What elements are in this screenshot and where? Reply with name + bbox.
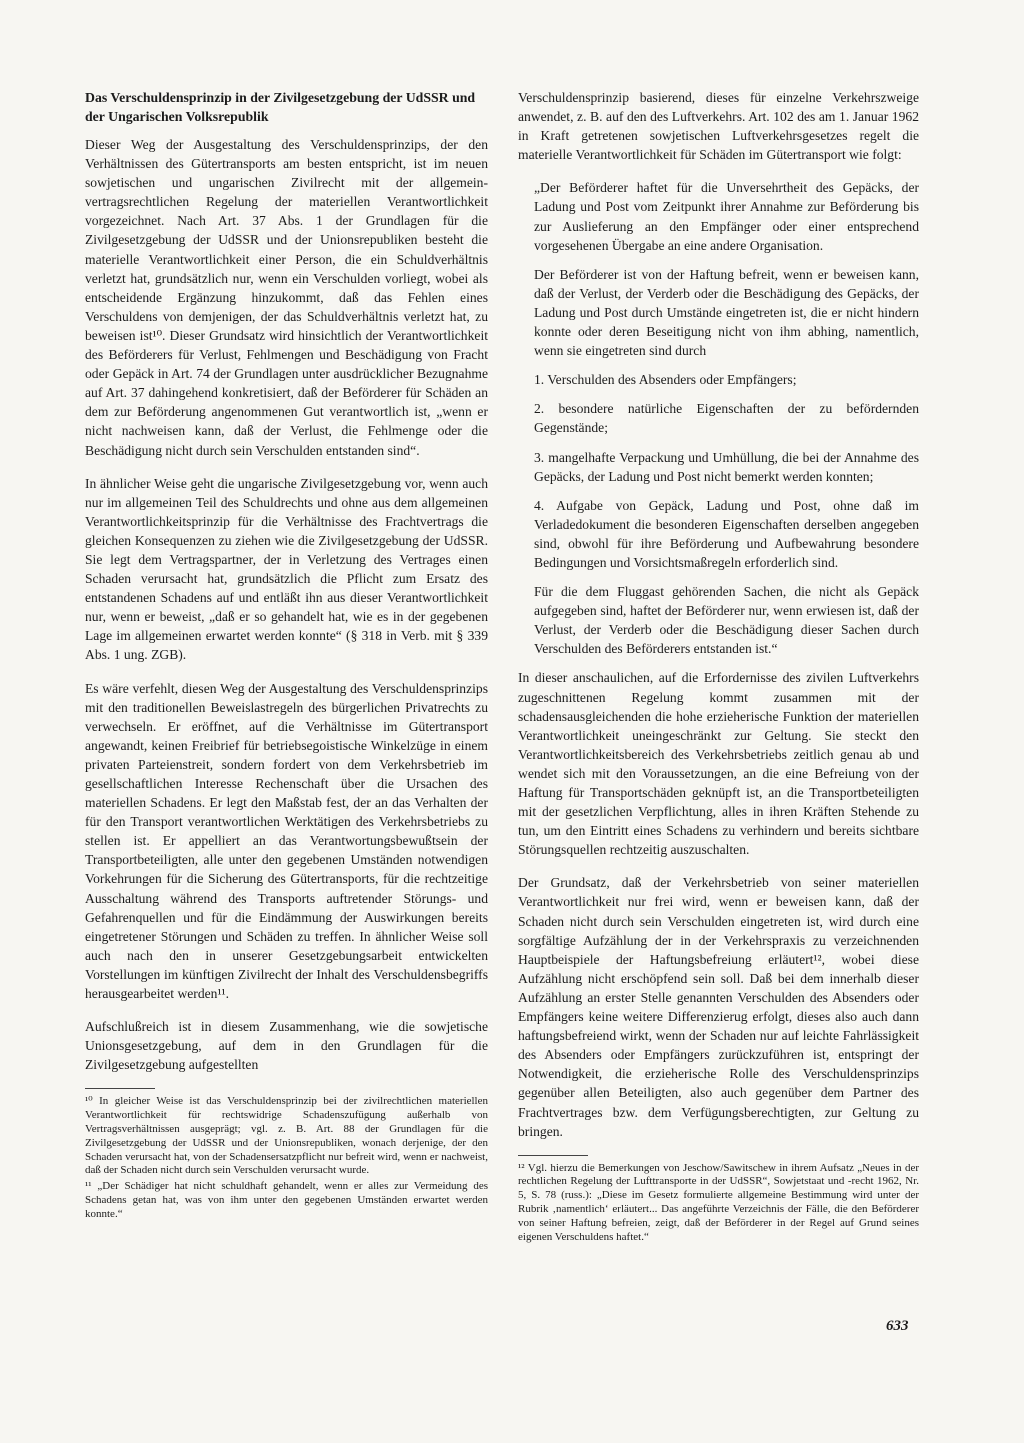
section-heading: Das Verschuldensprinzip in der Zivilgesetzgebung der UdSSR und der Ungarischen Volksrepublik xyxy=(85,90,476,124)
left-paragraph-2: In ähnlicher Weise geht die ungarische Zivilgesetzgebung vor, wenn auch nur im allgemeinen Teil des Schuldrechts und ohne aus dem allgemeinen Verantwortlichkeitsprinzip für die Verhältnisse des Frachtvertrags die gleichen Konsequenzen zu ziehen wie die Zivilgesetzgebung der UdSSR. Sie legt dem Vertragspartner, der in Verletzung des Vertrages einen Schaden verursacht hat, grundsätzlich die Pflicht zum Ersatz des entstandenen Schadens auf und entläßt ihn aus dieser Verantwortlichkeit nur, wenn er beweist, „daß er so gehandelt hat, wie es in der gegebenen Lage im allgemeinen erwartet werden konnte“ (§ 318 in Verb. mit § 339 Abs. 1 ung. ZGB). xyxy=(85,475,488,663)
law-quote-3: Für die dem Fluggast gehörenden Sachen, die nicht als Gepäck aufgegeben sind, haftet der Beförderer nur, wenn erwiesen ist, daß der Verlust, der Verderb oder die Beschädigung dieser Sachen durch Verschulden des Beförderers entstanden ist.“ xyxy=(534,584,919,657)
left-column xyxy=(85,88,488,1224)
left-paragraph-4: Aufschlußreich ist in diesem Zusammenhang, wie die sowjetische Unionsgesetzgebung, auf dem in den Grundlagen für die Zivilgesetzgebung aufgestellten xyxy=(85,1019,488,1073)
law-quote-item-3: 3. mangelhafte Verpackung und Umhüllung, die bei der Annahme des Gepäcks, der Ladung und Post nicht bemerkt werden konnten; xyxy=(534,449,919,484)
footnote-divider xyxy=(85,1088,155,1089)
footnote-12: ¹² Vgl. hierzu die Bemerkungen von Jeschow/Sawitschew in ihrem Aufsatz „Neues in der rechtlichen Regelung der Lufttransporte in der UdSSR“, Sowjetstaat und -recht 1962, Nr. 5, S. 78 (russ.): „Diese im Gesetz formulierte allgemeine Bestimmung wird unter der Rubrik ‚namentlich‘ erläutert... Das angeführte Verzeichnis der Fälle, die den Beförderer von seiner Haftung befreien, zeigt, daß der Beförderer in der Regel auf Grund seines eigenen Verschuldens haftet.“ xyxy=(518,1161,919,1243)
right-paragraph-2: Der Grundsatz, daß der Verkehrsbetrieb von seiner materiellen Verantwortlichkeit nur frei wird, wenn er beweisen kann, daß der Schaden nicht durch sein Verschulden eingetreten ist, wird durch eine sorgfältige Aufzählung der in der Verkehrspraxis zu verzeichnenden Hauptbeispiele der Haftungsbefreiung erläutert¹², wobei diese Aufzählung nicht erschöpfend sein soll. Daß bei dem innerhalb dieser Aufzählung an erster Stelle genannten Verschulden des Absenders oder Empfängers keine weitere Differenzierug erfolgt, dieses also auch dann haftungsbefreiend wirkt, wenn der Schaden nur auf leichte Fahrlässigkeit des Absenders oder Empfängers zurückzuführen ist, entspringt der Notwendigkeit, die erzieherische Rolle des Verschuldensprinzips gegenüber allen Beteiligten, also auch gegenüber dem Partner des Frachtvertrages bzw. dem Verfügungsberechtigten, zur Geltung zu bringen. xyxy=(518,875,919,1139)
law-quote-item-4: 4. Aufgabe von Gepäck, Ladung und Post, ohne daß im Verladedokument die besonderen Eigenschaften derselben angegeben sind, obwohl für ihre Beförderung und Aufbewahrung besondere Bedingungen und Vorsichtsmaßregeln erforderlich sind. xyxy=(534,497,919,570)
law-quote-1: „Der Beförderer haftet für die Unversehrtheit des Gepäcks, der Ladung und Post vom Zeitpunkt ihrer Annahme zur Beförderung bis zur Auslieferung an den Empfänger oder einer entsprechend vorgesehenen Übergabe an eine andere Organisation. xyxy=(534,180,919,253)
law-quote-item-2: 2. besondere natürliche Eigenschaften der zu befördernden Gegenstände; xyxy=(534,401,919,436)
law-quote-2: Der Beförderer ist von der Haftung befreit, wenn er beweisen kann, daß der Verlust, der Verderb oder die Beschädigung des Gepäcks, der Ladung und Post durch Umstände eingetreten ist, die er nicht hindern konnte oder deren Beseitigung nicht von ihm abhing, namentlich, wenn sie eingetreten sind durch xyxy=(534,266,919,359)
right-column xyxy=(518,88,919,1246)
footnote-10: ¹⁰ In gleicher Weise ist das Verschuldensprinzip bei der zivilrechtlichen materiellen Verantwortlichkeit für rechtswidrige Schadenszufügung außerhalb von Vertragsverhältnissen ausgeprägt; vgl. z. B. Art. 88 der Grundlagen für die Zivilgesetzgebung der UdSSR und der Unionsrepubliken, wonach derjenige, der den Schaden verursacht hat, von der Schadensersatzpflicht nur befreit wird, wenn er nachweist, daß der Schaden nicht durch sein Verschulden verursacht wurde. xyxy=(85,1095,488,1177)
left-paragraph-3: Es wäre verfehlt, diesen Weg der Ausgestaltung des Verschuldensprinzips mit den traditionellen Beweislastregeln des bürgerlichen Privatrechts zu verwechseln. Er eröffnet, auf die Verhältnisse im Gütertransport angewandt, keinen Freibrief für betriebsegoistische Winkelzüge in einem privaten Parteienstreit, sondern fordert von dem Verkehrsbetrieb im gesellschaftlichen Interesse Rechenschaft über die Ursachen des materiellen Schadens. Er legt den Maßstab fest, der an das Verhalten der für den Transport verantwortlichen Werktätigen des Verkehrsbetriebs zu stellen ist. Er appelliert an das Verantwortungsbewußtsein der Transportbeteiligten, alle unter den gegebenen Umständen notwendigen Vorkehrungen für die Sicherung des Gütertransports, für die rechtzeitige Ausschaltung während des Transports auftretender Störungs- und Gefahrenquellen und für die Eindämmung der Auswirkungen bereits eingetretener Störungen und Schäden zu treffen. In ähnlicher Weise soll auch nach den in unserer Gesetzgebungsarbeit entwickelten Vorstellungen im künftigen Zivilrecht der Inhalt des Verschuldensbegriffs herausgearbeitet werden¹¹. xyxy=(85,680,488,1002)
left-paragraph-1: Dieser Weg der Ausgestaltung des Verschuldensprinzips, der den Verhältnissen des Gütertransports am besten entspricht, ist im neuen sowjetischen und ungarischen Zivilrecht mit der allgemein-vertragsrechtlichen Regelung der materiellen Verantwortlichkeit vorgezeichnet. Nach Art. 37 Abs. 1 der Grundlagen für die Zivilgesetzgebung der UdSSR und der Unionsrepubliken besteht die materielle Verantwortlichkeit einer Person, die ein Schuldverhältnis verletzt hat, grundsätzlich nur, wenn ein Verschulden vorliegt, wobei als entscheidende Ergänzung hinzukommt, daß das Fehlen eines Verschuldens von demjenigen, der das Schuldverhältnis verletzt hat, zu beweisen ist¹⁰. Dieser Grundsatz wird hinsichtlich der Verantwortlichkeit des Beförderers für Verlust, Fehlmengen und Beschädigung von Fracht oder Gepäck in Art. 74 der Grundlagen unter ausdrücklicher Bezugnahme auf Art. 37 dahingehend konkretisiert, daß der Beförderer für Schäden an dem zur Beförderung angenommenen Gut verantwortlich ist, „wenn er nicht nachweisen kann, daß der Verlust, die Fehlmenge oder die Beschädigung nicht durch sein Verschulden entstanden sind“. xyxy=(85,137,488,458)
right-paragraph-1: In dieser anschaulichen, auf die Erfordernisse des zivilen Luftverkehrs zugeschnittenen Regelung kommt zusammen mit der schadensausgleichenden die hohe erzieherische Funktion der materiellen Verantwortlichkeit uneingeschränkt zur Geltung. Sie steckt den Verantwortlichkeitsbereich des Verkehrsbetriebs zeitlich genau ab und wendet sich mit den Voraussetzungen, an die eine Befreiung von der Haftung für Transportschäden geknüpft ist, an die Transportbeteiligten mit der gesetzlichen Verpflichtung, alles in ihren Kräften Stehende zu tun, um den Eintritt eines Schadens zu verhindern und bereits sichtbare Störungsquellen rechtzeitig auszuschalten. xyxy=(518,670,919,858)
law-quote-item-1: 1. Verschulden des Absenders oder Empfängers; xyxy=(534,372,797,388)
page-number: 633 xyxy=(886,1318,909,1334)
right-intro-paragraph: Verschuldensprinzip basierend, dieses für einzelne Verkehrszweige anwendet, z. B. auf den des Luftverkehrs. Art. 102 des am 1. Januar 1962 in Kraft getretenen sowjetischen Luftverkehrsgesetzes regelt die materielle Verantwortlichkeit für Schäden im Gütertransport wie folgt: xyxy=(518,90,919,163)
footnote-11: ¹¹ „Der Schädiger hat nicht schuldhaft gehandelt, wenn er alles zur Vermeidung des Schadens getan hat, was von ihm unter den gegebenen Umständen erwartet werden konnte.“ xyxy=(85,1180,488,1220)
footnote-divider xyxy=(518,1155,588,1156)
